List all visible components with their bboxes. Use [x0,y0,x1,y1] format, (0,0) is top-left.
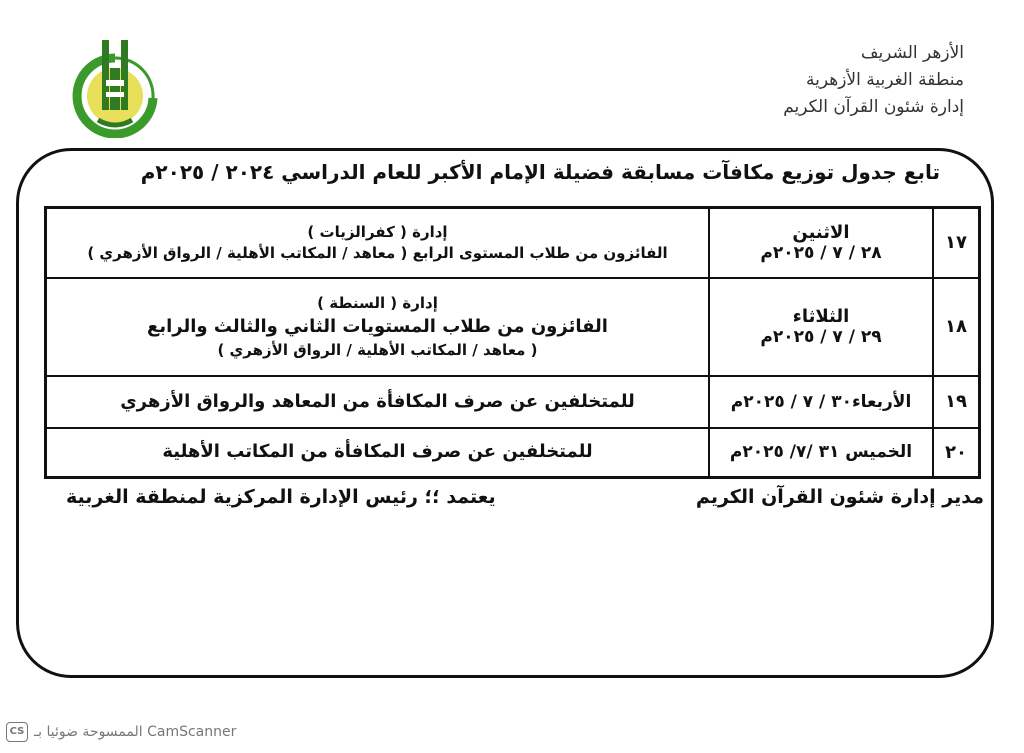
description-line: ( معاهد / المكاتب الأهلية / الرواق الأزهري ) [217,340,538,359]
azhar-logo [70,28,160,138]
table-row [46,376,980,428]
description-cell [46,278,710,376]
row-number: ٢٠ [933,428,980,478]
footer-signature-approver: يعتمد ؛؛ رئيس الإدارة المركزية لمنطقة الغربية [66,486,496,508]
camscanner-icon: CS [6,722,28,742]
day-date-cell: الخميس ٣١ /٧/ ٢٠٢٥م [709,428,933,478]
schedule-table [44,206,981,479]
scanner-watermark [6,722,236,742]
day-label: الثلاثاء [792,306,850,327]
description-cell: للمتخلفين عن صرف المكافأة من المكاتب الأهلية [46,428,710,478]
date-label: ٢٨ / ٧ / ٢٠٢٥م [760,243,882,264]
header [664,40,964,121]
watermark-text: الممسوحة ضوئيا بـ CamScanner [34,724,237,740]
description-cell [46,208,710,278]
row-number: ١٩ [933,376,980,428]
footer-signature-director: مدير إدارة شئون القرآن الكريم [695,486,984,508]
description-cell: للمتخلفين عن صرف المكافأة من المعاهد والرواق الأزهري [46,376,710,428]
day-date-cell [709,208,933,278]
row-number: ١٧ [933,208,980,278]
header-line-2: منطقة الغربية الأزهرية [806,70,964,90]
day-date-cell: الأربعاء٣٠ / ٧ / ٢٠٢٥م [709,376,933,428]
description-line: الفائزون من طلاب المستويات الثاني والثالث والرابع [147,315,608,337]
document-title: تابع جدول توزيع مكافآت مسابقة فضيلة الإمام الأكبر للعام الدراسي ٢٠٢٤ / ٢٠٢٥م [140,160,940,184]
description-line: إدارة ( السنطة ) [317,293,438,312]
description-line: إدارة ( كفرالزيات ) [307,222,448,241]
day-date-cell [709,278,933,376]
header-line-3: إدارة شئون القرآن الكريم [783,97,964,117]
table-row [46,428,980,478]
date-label: ٢٩ / ٧ / ٢٠٢٥م [760,327,882,347]
day-label: الاثنين [792,222,850,244]
header-line-1: الأزهر الشريف [860,43,964,63]
description-line: الفائزون من طلاب المستوى الرابع ( معاهد / المكاتب الأهلية / الرواق الأزهري ) [87,243,668,262]
table-row [46,208,980,278]
row-number: ١٨ [933,278,980,376]
table-row [46,278,980,376]
